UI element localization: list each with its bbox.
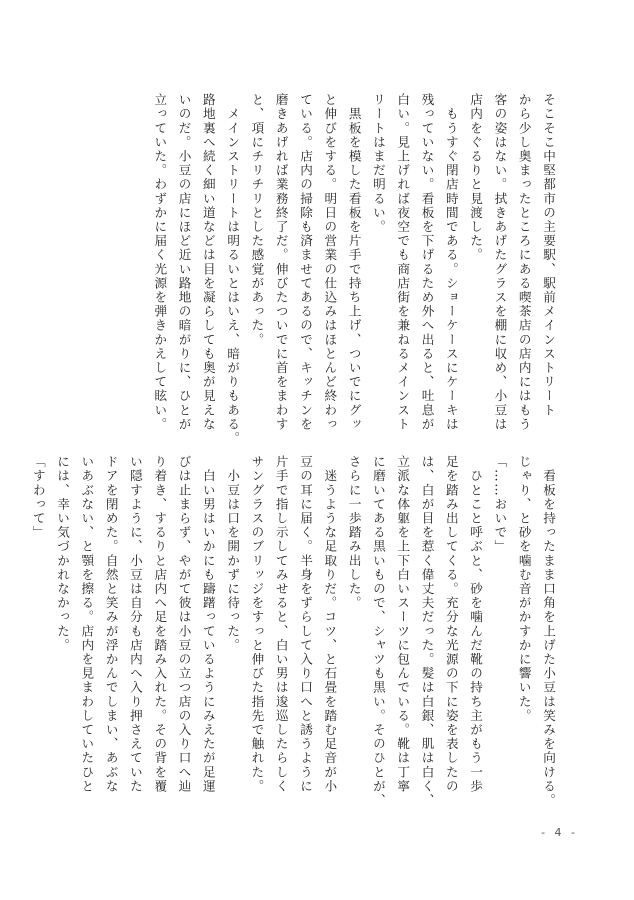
text-line: 片手で指し示してみせると、白い男は逡巡したらしく (273, 455, 289, 794)
text-line: には、幸い気づかれなかった。 (55, 455, 71, 653)
text-line: ひとこと呼ぶと、砂を噛んだ靴の持ち主がもう一歩 (468, 455, 484, 794)
text-line: 路地裏へ続く細い道などは目を凝らしても奥が見えな (200, 93, 216, 432)
text-block-bottom (25, 455, 560, 808)
text-line: 白い。見上げれば夜空でも商店街を兼ねるメインスト (395, 93, 411, 432)
text-line: メインストリートは明るいとはいえ、暗がりもある。 (225, 93, 241, 446)
text-line: 残っていない。看板を下げるため外へ出ると、吐息が (419, 93, 435, 432)
text-line: から少し奥まったところにある喫茶店の店内にはもう (516, 93, 532, 432)
text-line: に磨いてある黒いもので、シャツも黒い。そのひとが、 (370, 455, 386, 808)
text-line: 足を踏み出してくる。充分な光源の下に姿を表したの (443, 455, 459, 794)
text-line: り着き、するりと店内へ足を踏み入れた。その背を覆 (152, 455, 168, 794)
text-line: サングラスのブリッジをすっと伸びた指先で触れた。 (249, 455, 265, 794)
text-line: 立派な体躯を上下白いスーツに包んでいる。靴は丁寧 (395, 455, 411, 794)
text-line: もうすぐ閉店時間である。ショーケースにケーキは (443, 93, 459, 432)
text-line: 迷うような足取りだ。コツ、と石畳を踏む足音が小 (322, 455, 338, 794)
text-line: じゃり、と砂を噛む音がかすかに響いた。 (516, 455, 532, 723)
text-line: 立っていた。わずかに届く光源を弾きかえして眩い。 (152, 93, 168, 432)
page-number: - 4 - (541, 826, 578, 839)
text-line: びは止まらず、やがて彼は小豆の立つ店の入り口へ辿 (176, 455, 192, 794)
text-line: ている。店内の掃除も済ませてあるので、キッチンを (298, 93, 314, 432)
text-line: 黒板を模した看板を片手で持ち上げ、ついでにグッ (346, 93, 362, 432)
text-line: は、白が目を惹く偉丈夫だった。髪は白銀、肌は白く、 (419, 455, 435, 808)
text-line: 客の姿はない。拭きあげたグラスを棚に収め、小豆は (492, 93, 508, 432)
text-line: 店内をぐるりと見渡した。 (468, 93, 484, 263)
text-line: 「すわって」 (30, 455, 46, 540)
text-line: と伸びをする。明日の営業の仕込みはほとんど終わっ (322, 93, 338, 432)
text-line: 白い男はいかにも躊躇っているようにみえたが足運 (200, 455, 216, 794)
text-line: いあぶない、と顎を擦る。店内を見まわしていたひと (79, 455, 95, 794)
text-line: リートはまだ明るい。 (370, 93, 386, 234)
text-line: いのだ。小豆の店にほど近い路地の暗がりに、ひとが (176, 93, 192, 432)
text-line: と、項にチリチリとした感覚があった。 (249, 93, 265, 347)
text-line: 豆の耳に届く。半身をずらして入り口へと誘うように (298, 455, 314, 794)
text-block-top (147, 93, 560, 446)
text-line: 看板を持ったまま口角を上げた小豆は笑みを向ける。 (541, 455, 556, 808)
text-line: ドアを閉めた。自然と笑みが浮かんでしまい、あぶな (103, 455, 119, 794)
text-line: い隠すように、小豆は自分も店内へ入り押さえていた (127, 455, 143, 794)
text-line: そこそこ中堅都市の主要駅、駅前メインストリート (541, 93, 556, 418)
text-line: 小豆は口を開かずに待った。 (225, 455, 241, 653)
text-line: さらに一歩踏み出した。 (346, 455, 362, 611)
text-line: 磨きあげれば業務終了だ。伸びたついでに首をまわす (273, 93, 289, 432)
text-line: 「……おいで」 (492, 455, 508, 554)
